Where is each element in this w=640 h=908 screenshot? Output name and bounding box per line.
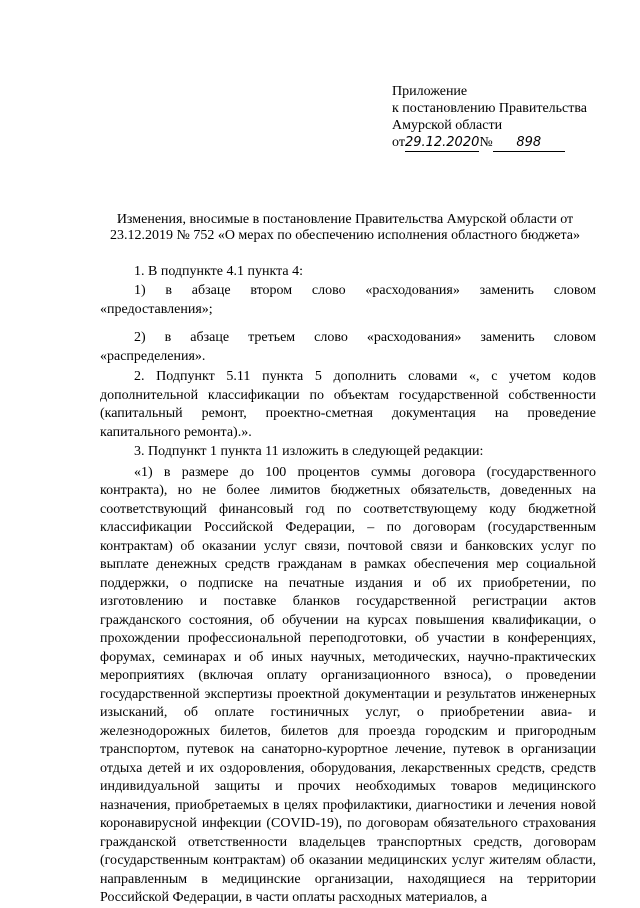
document-title: Изменения, вносимые в постановление Правительства Амурской области от 23.12.2019 № 752 «О мерах по обеспечению исполнения областного бюджета»: [109, 212, 581, 243]
handwritten-number: 898: [516, 135, 542, 150]
item-2: 2. Подпункт 5.11 пункта 5 дополнить словами «, с учетом кодов дополнительной классификации по объектам государственной собственности (капитальный ремонт, проектно-сметная документация на проведение капитального ремонта).».: [100, 369, 596, 440]
appendix-date-number-line: [392, 134, 587, 152]
appendix-resolution-line: к постановлению Правительства: [392, 101, 588, 116]
item-1-subitem-2: 2) в абзаце третьем слово «расходования» заменить словом «распределения».: [100, 330, 596, 364]
item-3-new-text: «1) в размере до 100 процентов суммы договора (государственного контракта), но не более лимитов бюджетных обязательств, доведенных на соответствующий финансовый год по соответствующему коду бюджетной классификации Российской Федерации, – по договорам (государственным контрактам) об оказании услуг связи, почтовой связи и банковских услуг по выплате денежных средств гражданам в рамках обеспечения мер социальной поддержки, о подписке на печатные издания и об их приобретении, по изготовлению и поставке бланков государственной регистрации актов гражданского состояния, об обучении на курсах повышения квалификации, о прохождении профессиональной переподготовки, об участии в конференциях, форумах, семинарах и об иных научных, методических, научно-практических мероприятиях (включая оплату организационного взноса), о проведении государственной экспертизы проектной документации и результатов инженерных изысканий, об оплате гостиничных услуг, о приобретении авиа- и железнодорожных билетов, билетов для проезда городским и пригородным транспортом, путевок на санаторно-курортное лечение, путевок в организации отдыха детей и их оздоровления, оборудования, лекарственных средств, средств индивидуальной защиты и прочих необходимых товаров медицинского назначения, приобретаемых в целях профилактики, диагностики и лечения новой коронавирусной инфекции (COVID-19), по договорам обязательного страхования гражданской ответственности владельцев транспортных средств, договорам (государственным контрактам) об оказании медицинских услуг жителям области, направленным в медицинские организации, находящиеся на территории Российской Федерации, в части оплаты расходных материалов, а: [100, 464, 596, 905]
appendix-region-line: Амурской области: [392, 118, 503, 133]
item-3: 3. Подпункт 1 пункта 11 изложить в следующей редакции:: [134, 444, 484, 459]
appendix-title: Приложение: [392, 84, 468, 99]
number-prefix: №: [479, 135, 493, 150]
handwritten-date: 29.12.2020: [404, 135, 480, 150]
appendix-header: [392, 83, 587, 152]
document-body: [100, 262, 596, 908]
item-1: 1. В подпункте 4.1 пункта 4:: [134, 264, 303, 279]
item-1-subitem-1: 1) в абзаце втором слово «расходования» заменить словом «предоставления»;: [100, 283, 596, 317]
date-prefix: от: [392, 135, 405, 150]
